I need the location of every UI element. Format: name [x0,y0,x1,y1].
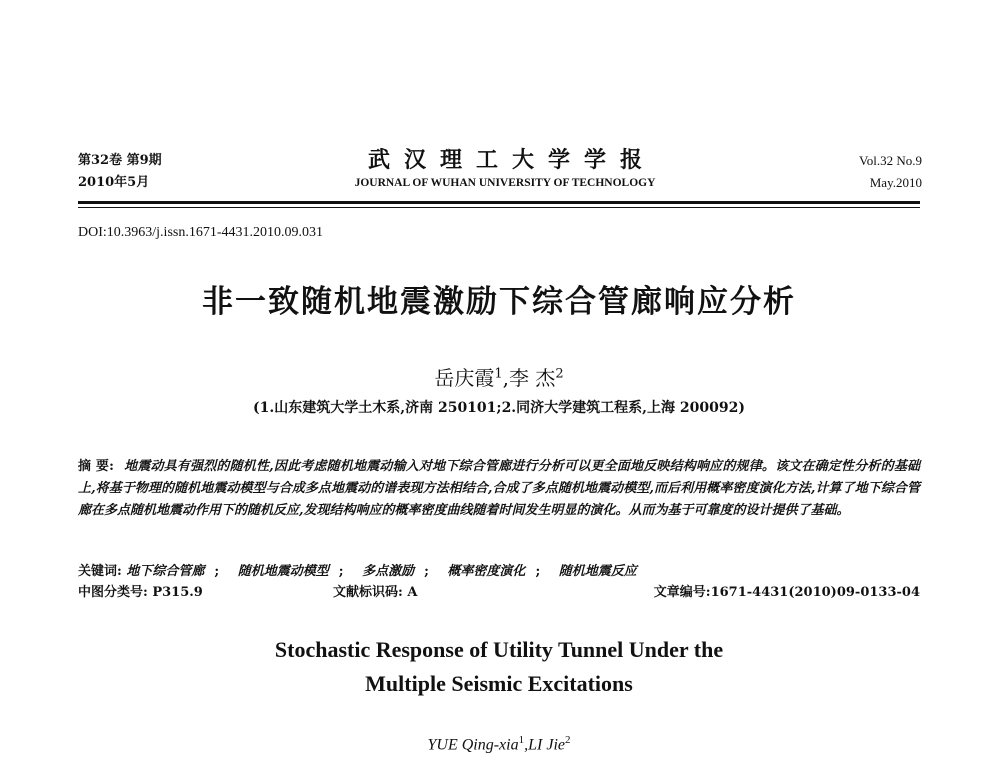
doc-value: A [407,585,418,600]
date-cn: 2010年5月 [78,175,150,190]
header-left [78,150,162,194]
clc-value: P315.9 [152,585,203,600]
paper-title-en-line-1: Stochastic Response of Utility Tunnel Under the [274,637,724,662]
author-1-en: YUE Qing-xia [427,736,519,754]
doc-label: 文献标识码: [333,585,403,600]
author-1-en-affil-mark: 1 [518,734,525,746]
keyword-separator: ; [535,564,541,579]
author-1-affil-mark: 1 [494,366,503,382]
author-2-affil-mark: 2 [555,366,564,382]
authors-en [78,734,920,754]
journal-title-cn: 武汉理工大学学报 [367,147,656,173]
keywords [78,560,920,579]
article-value: 1671-4431(2010)09-0133-04 [710,585,920,600]
author-2-en: LI Jie [528,736,565,754]
keyword-separator: ; [338,564,344,579]
author-en-separator: , [524,736,529,754]
author-1-cn: 岳庆霞 [434,366,495,390]
header-right [859,150,922,194]
document-code [333,581,417,600]
authors-cn [78,362,920,391]
author-2-cn: 李 杰 [509,366,556,390]
date-en: May.2010 [869,175,922,190]
keyword-2: 随机地震动模型 [237,564,329,579]
abstract-text: 地震动具有强烈的随机性,因此考虑随机地震动输入对地下综合管廊进行分析可以更全面地反映结构响应的规律。该文在确定性分析的基础上,将基于物理的随机地震动模型与合成多点地震动的谱表现方法相结合,合成了多点随机地震动模型,而后利用概率密度演化方法,计算了地下综合管廊在多点随机地震动作用下的随机反应,发现结构响应的概率密度曲线随着时间发生明显的演化。从而为基于可靠度的设计提供了基础。 [78,459,921,518]
header-center [280,146,730,192]
author-separator: , [502,366,509,390]
abstract [78,456,920,522]
clc-label: 中图分类号: [78,585,148,600]
doi: DOI:10.3963/j.issn.1671-4431.2010.09.031 [78,225,323,240]
journal-title-en: JOURNAL OF WUHAN UNIVERSITY OF TECHNOLOGY [354,177,656,189]
keywords-label: 关键词: [78,564,122,579]
article-number [654,581,920,600]
abstract-label: 摘 要: [78,459,114,474]
keyword-5: 随机地震反应 [558,564,637,579]
keyword-4: 概率密度演化 [447,564,526,579]
keyword-separator: ; [424,564,429,579]
affiliation-cn: (1.山东建筑大学土木系,济南 250101;2.同济大学建筑工程系,上海 200092) [252,400,746,416]
keyword-3: 多点激励 [362,564,415,579]
paper-title-en [78,633,920,701]
volume-issue-en: Vol.32 No.9 [859,153,922,168]
keyword-1: 地下综合管廊 [126,564,205,579]
keyword-separator: ; [214,564,220,579]
author-2-en-affil-mark: 2 [564,734,571,746]
paper-title-en-line-2: Multiple Seismic Excitations [365,671,633,696]
paper-title-cn: 非一致随机地震激励下综合管廊响应分析 [202,284,796,320]
header-rule-thick [78,201,920,204]
volume-issue: 第32卷 第9期 [78,153,162,168]
header-rule-thin [78,207,920,208]
clc-number [78,581,203,600]
article-label: 文章编号: [653,585,711,600]
